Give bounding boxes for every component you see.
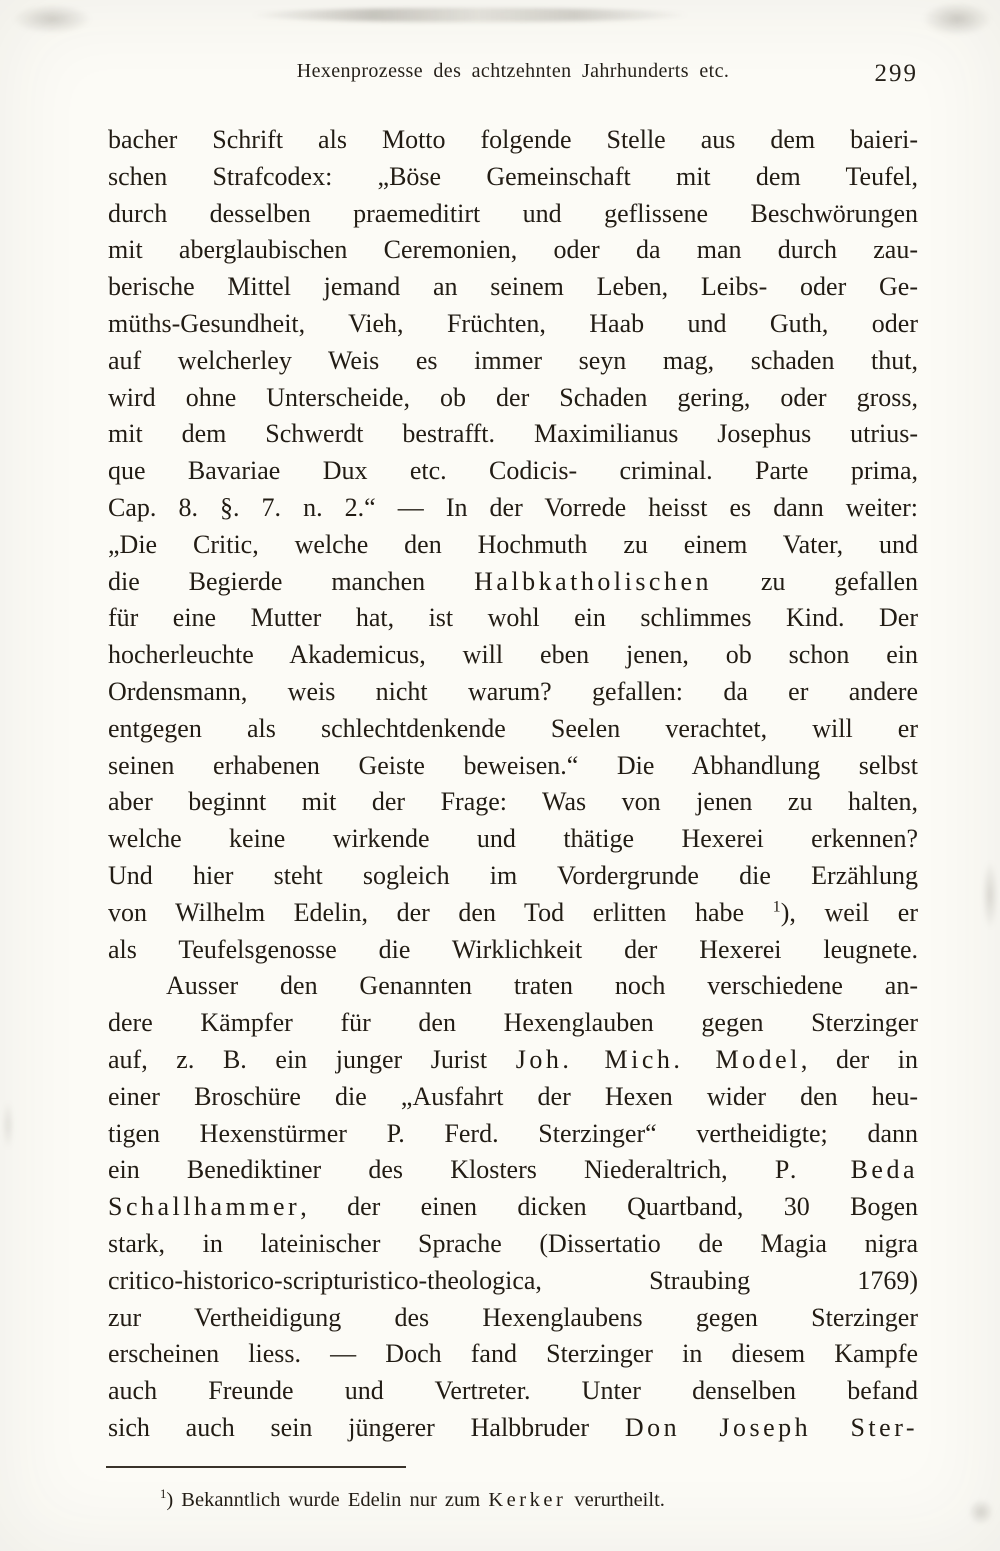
text-segment: sich auch sein jüngerer Halbbruder: [108, 1412, 625, 1442]
text-line: [108, 1042, 918, 1079]
scan-artifact: [982, 860, 998, 930]
footnote: [160, 1486, 918, 1514]
text-segment: berische Mittel jemand an seinem Leben, Leibs- oder Ge-: [108, 272, 918, 302]
text-segment: durch desselben praemeditirt und geflissene Beschwörungen: [108, 198, 918, 228]
text-segment: wird ohne Unterscheide, ob der Schaden gering, oder gross,: [108, 382, 918, 412]
text-line: [108, 1189, 918, 1226]
text-line: [108, 858, 918, 895]
text-segment: stark, in lateinischer Sprache (Dissertatio de Magia nigra: [108, 1228, 918, 1258]
text-line: [108, 1336, 918, 1373]
text-line: [108, 1116, 918, 1153]
text-line: [108, 416, 918, 453]
text-segment: Ordensmann, weis nicht warum? gefallen: da er andere: [108, 676, 918, 706]
text-line: [108, 932, 918, 969]
running-title: Hexenprozesse des achtzehnten Jahrhunderts etc.: [296, 60, 730, 82]
text-segment: ein Benediktiner des Klosters Niederaltrich,: [108, 1155, 775, 1185]
text-line: [108, 637, 918, 674]
text-segment: erscheinen liess. — Doch fand Sterzinger in diesem Kampfe: [108, 1339, 918, 1369]
text-segment: als Teufelsgenosse die Wirklichkeit der Hexerei leugnete.: [108, 934, 918, 964]
text-segment: dere Kämpfer für den Hexenglauben gegen Sterzinger: [108, 1008, 918, 1038]
text-segment: auch Freunde und Vertreter. Unter denselben befand: [108, 1376, 918, 1406]
text-segment: von Wilhelm Edelin, der den Tod erlitten habe: [108, 897, 773, 927]
text-segment: einer Broschüre die „Ausfahrt der Hexen wider den heu-: [108, 1081, 918, 1111]
text-line: [108, 968, 918, 1005]
text-segment: die Begierde manchen: [108, 566, 475, 596]
text-line: [108, 1152, 918, 1189]
text-segment: für eine Mutter hat, ist wohl ein schlimmes Kind. Der: [108, 603, 918, 633]
text-segment: seinen erhabenen Geiste beweisen.“ Die Abhandlung selbst: [108, 750, 918, 780]
scan-artifact: [2, 1100, 14, 1150]
text-line: [108, 159, 918, 196]
text-segment: mit dem Schwerdt bestrafft. Maximilianus Josephus utrius-: [108, 419, 918, 449]
text-line: [108, 600, 918, 637]
text-line: [108, 380, 918, 417]
scan-artifact: [968, 1499, 994, 1525]
letterspaced-text: Joh. Mich. Model: [515, 1044, 801, 1074]
letterspaced-text: Schallhammer: [108, 1192, 301, 1222]
text-line: [108, 269, 918, 306]
text-segment: zur Vertheidigung des Hexenglaubens gegen Sterzinger: [108, 1302, 918, 1332]
text-line: [108, 711, 918, 748]
text-segment: mit aberglaubischen Ceremonien, oder da man durch zau-: [108, 235, 918, 265]
text-segment: ) Bekanntlich wurde Edelin nur zum: [166, 1489, 489, 1511]
text-line: [108, 122, 918, 159]
text-line: [108, 453, 918, 490]
text-line: [108, 1300, 918, 1337]
text-segment: entgegen als schlechtdenkende Seelen verachtet, will er: [108, 713, 918, 743]
scan-artifact: [250, 8, 690, 22]
text-segment: bacher Schrift als Motto folgende Stelle aus dem baieri-: [108, 125, 918, 154]
text-segment: critico-historico-scripturistico-theologica, Straubing 1769): [108, 1265, 918, 1295]
text-line: [108, 748, 918, 785]
text-segment: aber beginnt mit der Frage: Was von jenen zu halten,: [108, 787, 918, 817]
text-segment: , der in: [800, 1044, 919, 1074]
body-text: [108, 122, 918, 1447]
footnote-marker: 1: [160, 1487, 167, 1502]
text-segment: verurtheilt.: [566, 1489, 665, 1511]
scan-artifact: [922, 2, 992, 36]
text-line: [108, 895, 918, 932]
text-line: [108, 821, 918, 858]
text-line: [108, 1410, 918, 1447]
text-segment: hocherleuchte Akademicus, will eben jenen, ob schon ein: [108, 640, 918, 670]
text-segment: ), weil er: [780, 897, 918, 927]
text-line: [108, 232, 918, 269]
text-segment: müths-Gesundheit, Vieh, Früchten, Haab und Guth, oder: [108, 308, 918, 338]
footnote-text: [160, 1489, 665, 1511]
page-header: [108, 60, 918, 87]
text-segment: que Bavariae Dux etc. Codicis- criminal. Parte prima,: [108, 456, 918, 486]
text-line: [108, 527, 918, 564]
footnote-marker: 1: [772, 898, 781, 916]
text-line: [108, 1079, 918, 1116]
text-segment: „Die Critic, welche den Hochmuth zu einem Vater, und: [108, 529, 918, 559]
text-segment: schen Strafcodex: „Böse Gemeinschaft mit dem Teufel,: [108, 161, 918, 191]
text-line: [108, 490, 918, 527]
text-line: [108, 1263, 918, 1300]
page-number: 299: [874, 60, 918, 87]
letterspaced-text: P. Beda: [774, 1155, 918, 1185]
text-segment: Ausser den Genannten traten noch verschiedene an-: [166, 971, 918, 1001]
text-line: [108, 196, 918, 233]
text-line: [108, 674, 918, 711]
scan-artifact: [12, 4, 92, 34]
text-line: [108, 1373, 918, 1410]
text-segment: zu gefallen: [712, 566, 919, 596]
footnote-separator: [106, 1466, 406, 1468]
letterspaced-text: Halbkatholischen: [474, 566, 713, 596]
text-segment: Cap. 8. §. 7. n. 2.“ — In der Vorrede heisst es dann weiter:: [108, 492, 918, 522]
text-line: [108, 306, 918, 343]
letterspaced-text: Don Joseph Ster-: [624, 1412, 918, 1442]
text-line: [108, 564, 918, 601]
text-segment: , der einen dicken Quartband, 30 Bogen: [300, 1192, 918, 1222]
text-segment: auf welcherley Weis es immer seyn mag, schaden thut,: [108, 345, 918, 375]
text-line: [108, 1005, 918, 1042]
text-segment: tigen Hexenstürmer P. Ferd. Sterzinger“ vertheidigte; dann: [108, 1118, 918, 1148]
text-line: [108, 1226, 918, 1263]
text-line: [108, 343, 918, 380]
letterspaced-text: Kerker: [488, 1489, 567, 1511]
text-segment: welche keine wirkende und thätige Hexerei erkennen?: [108, 824, 918, 854]
text-segment: Und hier steht sogleich im Vordergrunde die Erzählung: [108, 860, 918, 890]
text-line: [108, 784, 918, 821]
text-segment: auf, z. B. ein junger Jurist: [108, 1044, 516, 1074]
